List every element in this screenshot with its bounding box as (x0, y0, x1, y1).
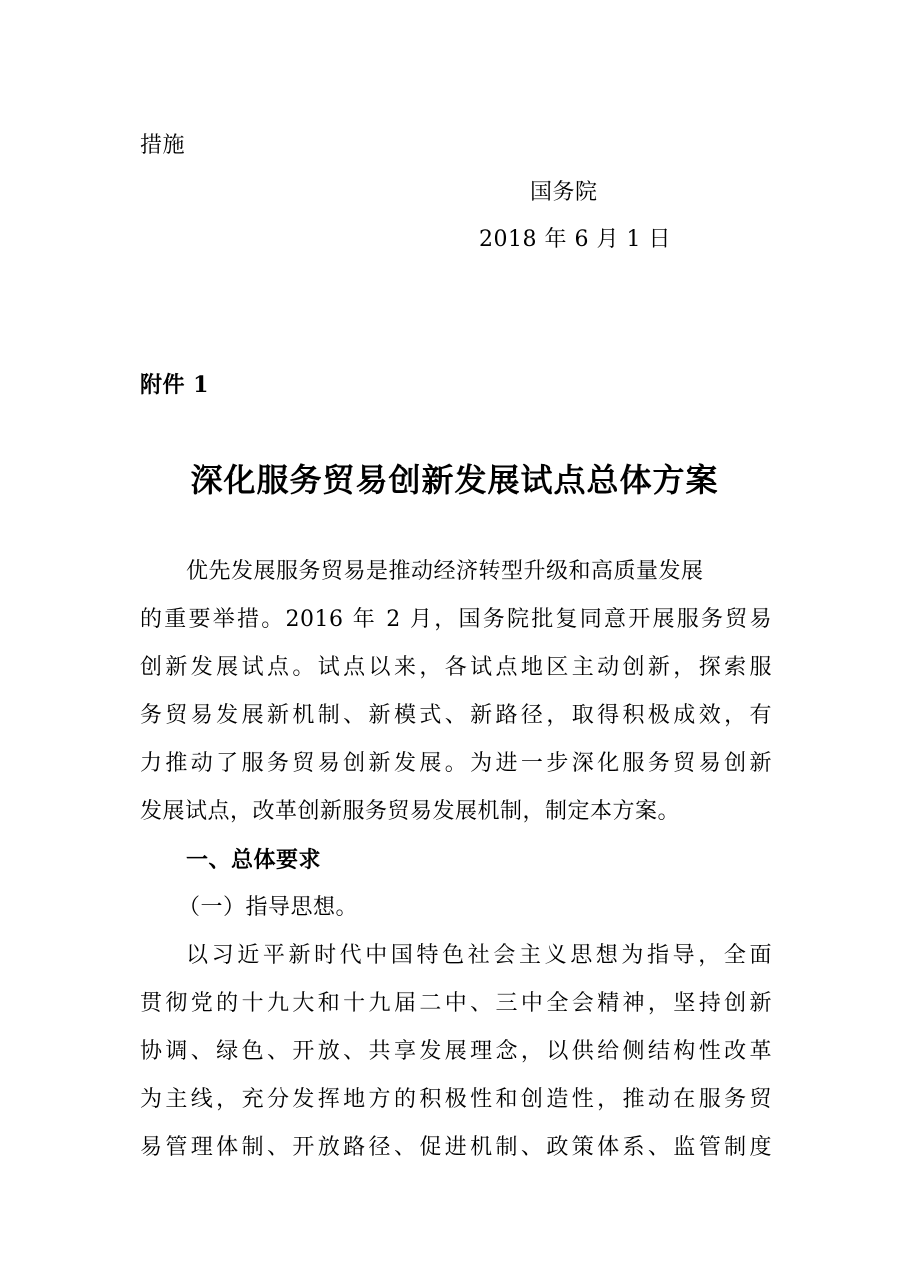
guiding-line: 协调、绿色、开放、共享发展理念，以供给侧结构性改革 (140, 1039, 772, 1064)
attachment-label: 附件 1 (140, 372, 209, 398)
issuer-signature: 国务院 (530, 180, 598, 205)
section-heading: 一、总体要求 (186, 847, 322, 873)
previous-page-tail-text: 措施 (140, 133, 186, 158)
guiding-line: 贯彻党的十九大和十九届二中、三中全会精神，坚持创新 (140, 991, 772, 1016)
intro-line: 力推动了服务贸易创新发展。为进一步深化服务贸易创新 (140, 751, 772, 776)
subsection-heading: （一）指导思想。 (178, 895, 359, 920)
intro-line: 务贸易发展新机制、新模式、新路径，取得积极成效，有 (140, 703, 772, 728)
intro-line: 发展试点，改革创新服务贸易发展机制，制定本方案。 (140, 799, 681, 824)
intro-line: 的重要举措。2016 年 2 月，国务院批复同意开展服务贸易 (140, 607, 772, 632)
intro-line: 优先发展服务贸易是推动经济转型升级和高质量发展 (186, 559, 704, 584)
issue-date: 2018 年 6 月 1 日 (479, 227, 671, 252)
intro-line: 创新发展试点。试点以来，各试点地区主动创新，探索服 (140, 655, 772, 680)
guiding-line: 为主线，充分发挥地方的积极性和创造性，推动在服务贸 (140, 1087, 772, 1112)
guiding-line: 易管理体制、开放路径、促进机制、政策体系、监管制度 (140, 1135, 772, 1160)
document-title: 深化服务贸易创新发展试点总体方案 (190, 461, 719, 499)
guiding-line: 以习近平新时代中国特色社会主义思想为指导，全面 (186, 943, 772, 968)
